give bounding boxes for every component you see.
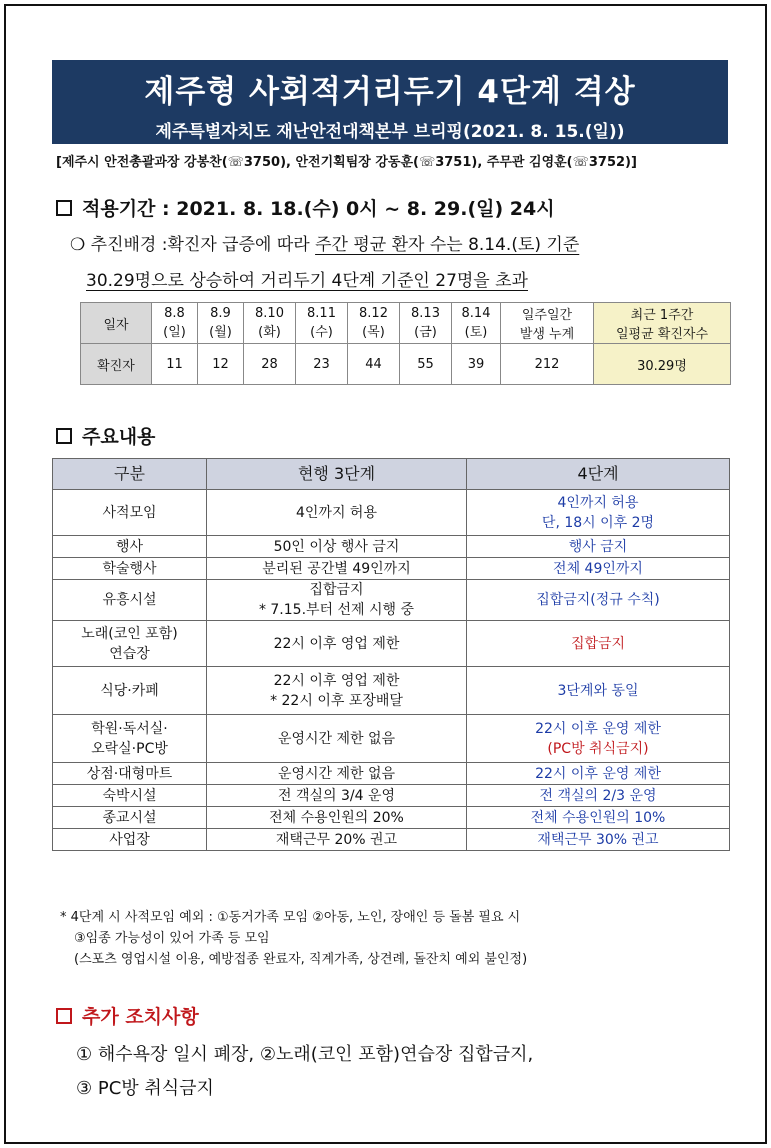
new-rule-cell: [467, 785, 730, 807]
new-rule-cell-line: 22시 이후 운영 제한: [535, 765, 661, 782]
main-heading: [56, 422, 155, 449]
new-rule-cell-line: 집합금지(정규 수칙): [536, 592, 660, 608]
additional-line-2: ③ PC방 취식금지: [76, 1078, 214, 1099]
current-rule-cell: [207, 667, 467, 715]
current-rule-cell-line: 분리된 공간별 49인까지: [262, 560, 411, 577]
category-cell: [53, 580, 207, 621]
checkbox-square-icon: [56, 200, 72, 216]
current-rule-cell-line: 50인 이상 행사 금지: [273, 538, 400, 555]
category-cell: [53, 785, 207, 807]
category-cell-line: 상점·대형마트: [86, 765, 173, 782]
case-count: 39: [452, 344, 501, 385]
weekly-total-header: 일주일간 발생 누계: [501, 303, 594, 344]
category-cell-line: 식당·카페: [100, 682, 159, 699]
category-cell: [53, 763, 207, 785]
category-cell: [53, 667, 207, 715]
new-rule-cell: [467, 829, 730, 851]
case-count: 28: [244, 344, 296, 385]
bullet-icon: ❍: [70, 235, 86, 255]
new-rule-cell-line: 4인까지 허용: [557, 494, 639, 511]
new-rule-cell-line: 22시 이후 운영 제한: [535, 720, 661, 737]
new-rule-cell: [467, 667, 730, 715]
measure-row: [53, 558, 730, 580]
title-banner: [52, 60, 728, 144]
col-category-header: 구분: [53, 459, 207, 490]
average-value: 30.29명: [594, 344, 731, 385]
category-cell-line: 사업장: [109, 831, 150, 848]
category-cell-line: 숙박시설: [102, 787, 157, 804]
current-rule-cell-line: 전 객실의 3/4 운영: [277, 787, 396, 804]
new-rule-cell: [467, 763, 730, 785]
contact-line: [제주시 안전총괄과장 강봉찬(☏3750), 안전기획팀장 강동훈(☏3751), 주무관 김영훈(☏3752)]: [56, 155, 637, 170]
current-rule-cell-line: 4인까지 허용: [296, 504, 377, 521]
period-heading: [56, 194, 555, 221]
measure-row: [53, 829, 730, 851]
note-line: ③임종 가능성이 있어 가족 등 모임: [74, 931, 270, 946]
checkbox-square-icon: [56, 1008, 72, 1024]
new-rule-cell: [467, 536, 730, 558]
new-rule-cell-line: 전체 49인까지: [553, 560, 643, 577]
category-cell-line: 사적모임: [102, 504, 157, 521]
current-rule-cell: [207, 715, 467, 763]
new-rule-cell-line: 집합금지: [570, 635, 626, 652]
measure-row: [53, 667, 730, 715]
new-rule-cell: [467, 580, 730, 621]
new-rule-cell: [467, 558, 730, 580]
current-rule-cell-line: 운영시간 제한 없음: [277, 730, 396, 747]
category-cell-line: 오락실·PC방: [91, 740, 168, 757]
measures-table: [52, 458, 730, 851]
date-cell: 8.9 (월): [198, 303, 244, 344]
new-rule-cell-line: 행사 금지: [568, 538, 628, 555]
current-rule-cell: [207, 558, 467, 580]
date-cell: 8.10 (화): [244, 303, 296, 344]
measure-row: [53, 807, 730, 829]
new-rule-cell-line: 3단계와 동일: [557, 682, 639, 699]
date-row-label: 일자: [81, 303, 152, 344]
current-rule-cell: [207, 807, 467, 829]
current-rule-cell: [207, 621, 467, 667]
checkbox-square-icon: [56, 428, 72, 444]
category-cell-line: 노래(코인 포함): [81, 625, 178, 642]
new-rule-cell-line: (PC방 취식금지): [547, 740, 649, 757]
new-rule-cell-line: 단, 18시 이후 2명: [541, 514, 655, 531]
current-rule-cell: [207, 785, 467, 807]
measure-row: [53, 715, 730, 763]
case-count: 55: [400, 344, 452, 385]
new-rule-cell-line: 전체 수용인원의 10%: [530, 809, 666, 826]
cases-row-label: 확진자: [81, 344, 152, 385]
category-cell-line: 행사: [115, 538, 144, 555]
new-rule-cell: [467, 490, 730, 536]
note-line: * 4단계 시 사적모임 예외 : ①동거가족 모임 ②아동, 노인, 장애인 등 돌봄 필요 시: [60, 910, 521, 925]
current-rule-cell: [207, 580, 467, 621]
col-new-header: 4단계: [467, 459, 730, 490]
page-subtitle: 제주특별자치도 재난안전대책본부 브리핑(2021. 8. 15.(일)): [155, 122, 625, 142]
additional-line-1: ① 해수욕장 일시 폐장, ②노래(코인 포함)연습장 집합금지,: [76, 1044, 534, 1065]
category-cell-line: 연습장: [109, 645, 150, 662]
weekly-total-value: 212: [501, 344, 594, 385]
category-cell: [53, 715, 207, 763]
date-cell: 8.8 (일): [152, 303, 198, 344]
case-count: 23: [296, 344, 348, 385]
exception-note: [60, 907, 527, 970]
measure-row: [53, 621, 730, 667]
category-cell-line: 학원·독서실·: [91, 720, 168, 737]
page-title: 제주형 사회적거리두기 4단계 격상: [144, 74, 636, 110]
current-rule-cell: [207, 763, 467, 785]
period-text: 적용기간 : 2021. 8. 18.(수) 0시 ~ 8. 29.(일) 24시: [82, 198, 555, 220]
cases-table: [80, 302, 731, 385]
background-underlined-1: 주간 평균 환자 수는 8.14.(토) 기준: [315, 235, 580, 255]
date-cell: 8.14 (토): [452, 303, 501, 344]
category-cell: [53, 807, 207, 829]
col-current-header: 현행 3단계: [207, 459, 467, 490]
new-rule-cell: [467, 715, 730, 763]
note-line: (스포츠 영업시설 이용, 예방접종 완료자, 직계가족, 상견례, 돌잔치 예외 불인정): [74, 952, 528, 967]
current-rule-cell-line: 전체 수용인원의 20%: [269, 809, 404, 826]
main-heading-text: 주요내용: [82, 426, 156, 448]
new-rule-cell-line: 재택근무 30% 권고: [537, 831, 659, 848]
current-rule-cell: [207, 536, 467, 558]
new-rule-cell: [467, 807, 730, 829]
measure-row: [53, 763, 730, 785]
new-rule-cell-line: 전 객실의 2/3 운영: [539, 787, 657, 804]
new-rule-cell: [467, 621, 730, 667]
category-cell-line: 학술행사: [102, 560, 157, 577]
additional-heading-text: 추가 조치사항: [82, 1006, 199, 1028]
case-count: 12: [198, 344, 244, 385]
current-rule-cell-line: * 7.15.부터 선제 시행 중: [258, 602, 415, 618]
current-rule-cell-line: * 22시 이후 포장배달: [270, 692, 403, 709]
current-rule-cell-line: 22시 이후 영업 제한: [273, 672, 400, 689]
date-cell: 8.13 (금): [400, 303, 452, 344]
background-line-1: [70, 230, 579, 255]
category-cell: [53, 621, 207, 667]
current-rule-cell: [207, 490, 467, 536]
measure-row: [53, 536, 730, 558]
current-rule-cell-line: 운영시간 제한 없음: [277, 765, 396, 782]
category-cell-line: 종교시설: [102, 809, 157, 826]
category-cell: [53, 829, 207, 851]
measure-row: [53, 785, 730, 807]
average-header: 최근 1주간 일평균 확진자수: [594, 303, 731, 344]
additional-heading: [56, 1002, 199, 1029]
case-count: 11: [152, 344, 198, 385]
current-rule-cell-line: 집합금지: [309, 582, 364, 598]
category-cell: [53, 490, 207, 536]
current-rule-cell-line: 재택근무 20% 권고: [275, 831, 398, 848]
background-underlined-2: 30.29명으로 상승하여 거리두기 4단계 기준인 27명을 초과: [86, 271, 528, 291]
category-cell-line: 유흥시설: [102, 592, 157, 608]
category-cell: [53, 558, 207, 580]
category-cell: [53, 536, 207, 558]
background-line-2: [86, 266, 528, 291]
measure-row: [53, 580, 730, 621]
date-cell: 8.12 (목): [348, 303, 400, 344]
case-count: 44: [348, 344, 400, 385]
current-rule-cell-line: 22시 이후 영업 제한: [273, 635, 400, 652]
measure-row: [53, 490, 730, 536]
date-cell: 8.11 (수): [296, 303, 348, 344]
background-text: 추진배경 :확진자 급증에 따라: [90, 235, 316, 255]
current-rule-cell: [207, 829, 467, 851]
